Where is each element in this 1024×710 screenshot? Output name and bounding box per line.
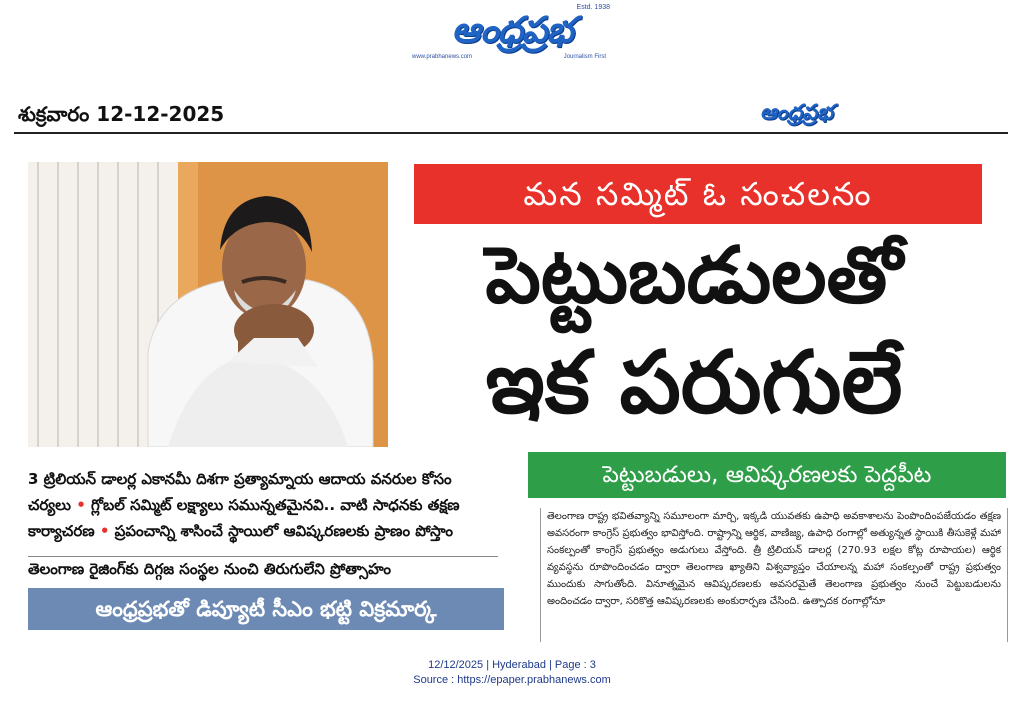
highlights-divider xyxy=(28,556,498,557)
kicker-text: మన సమ్మిట్ ఓ సంచలనం xyxy=(523,175,873,213)
footer-source-link[interactable]: Source : https://epaper.prabhanews.com xyxy=(413,674,611,686)
masthead-website: www.prabhanews.com xyxy=(412,54,473,60)
article-paragraph: తెలంగాణ రాష్ట్ర భవితవ్యాన్ని సమూలంగా మార్చి, ఇక్కడి యువతకు ఉపాధి అవకాశాలను పెంపొందింపజేయడం తక్షణ అవసరంగా కాంగ్రెస్ ప్రభుత్వం భావిస్తోంది. రాష్ట్రాన్ని ఆర్థిక, వాణిజ్య, ఉపాధి రంగాల్లో అత్యున్నత స్థాయికి తీసుకెళ్లే మహా సంకల్పంతో కాంగ్రెస్ ప్రభుత్వం అడుగులు వేస్తోంది. త్రీ ట్రిలియన్ డాలర్ల (270.93 లక్షల కోట్ల రూపాయల) ఆర్థిక వ్యవస్థను రూపొందించడం ద్వారా తెలంగాణ ఖ్యాతిని విశ్వవ్యాప్తం చేయాలన్న మహా సంకల్పంతో రాష్ట్ర ప్రభుత్వం ముందుకు సాగుతోంది. వినూత్నమైన ఆవిష్కరణలకు అవసరమైతే తెలంగాణ ప్రభుత్వం నుంచే పెట్టుబడులను అందించడం ద్వారా, సరికొత్త ఆవిష్కరణలకు అంకురార్పణ చేసింది. ఉత్పాదక రంగాల్లోనూ xyxy=(547,511,1001,607)
page-footer xyxy=(0,658,1024,688)
pull-quote: తెలంగాణ రైజింగ్‌కు దిగ్గజ సంస్థల నుంచి తిరుగులేని ప్రోత్సాహం xyxy=(28,560,392,578)
masthead xyxy=(408,4,616,64)
interview-bar-text: ఆంధ్రప్రభతో డిప్యూటీ సీఎం భట్టి విక్రమార్క xyxy=(95,597,437,621)
article-photo xyxy=(28,162,388,447)
portrait-illustration xyxy=(28,162,388,447)
highlight-text: చర్యలు xyxy=(28,496,77,514)
header-divider xyxy=(14,132,1008,134)
headline-line-2: ఇక పరుగులే xyxy=(485,333,903,433)
kicker-banner xyxy=(414,164,982,224)
footer-edition: 12/12/2025 | Hyderabad | Page : 3 xyxy=(428,659,596,671)
section-bar-text: పెట్టుబడులు, ఆవిష్కరణలకు పెద్దపీట xyxy=(602,462,932,488)
article-body xyxy=(540,508,1008,642)
highlight-line xyxy=(28,492,516,518)
highlights xyxy=(28,466,516,544)
headline-line-1: పెట్టుబడులతో xyxy=(485,231,903,321)
highlight-text: 3 ట్రిలియన్ డాలర్ల ఎకానమీ దిశగా ప్రత్యామ్నాయ ఆదాయ వనరుల కోసం xyxy=(28,470,452,488)
bullet-icon: • xyxy=(99,522,110,540)
small-logo: ఆంధ్రప్రభ xyxy=(760,100,833,124)
highlight-text: ప్రపంచాన్ని శాసించే స్థాయిలో ఆవిష్కరణలకు ప్రాణం పోస్తాం xyxy=(109,522,453,540)
highlight-text: గ్లోబల్ సమ్మిట్ లక్ష్యాలు సమున్నతమైనవి.. వాటి సాధనకు తక్షణ xyxy=(85,496,460,514)
page-dateline: శుక్రవారం 12-12-2025 xyxy=(18,102,225,126)
highlight-text: కార్యాచరణ xyxy=(28,522,100,540)
highlight-line xyxy=(28,518,516,544)
bullet-icon: • xyxy=(76,496,86,514)
masthead-logo: ఆంధ్రప్రభ xyxy=(451,10,573,51)
masthead-established: Estd. 1938 xyxy=(576,4,610,11)
highlight-line xyxy=(28,466,516,492)
interview-bar xyxy=(28,588,504,630)
masthead-slogan: Journalism First xyxy=(563,54,606,60)
section-bar xyxy=(528,452,1006,498)
